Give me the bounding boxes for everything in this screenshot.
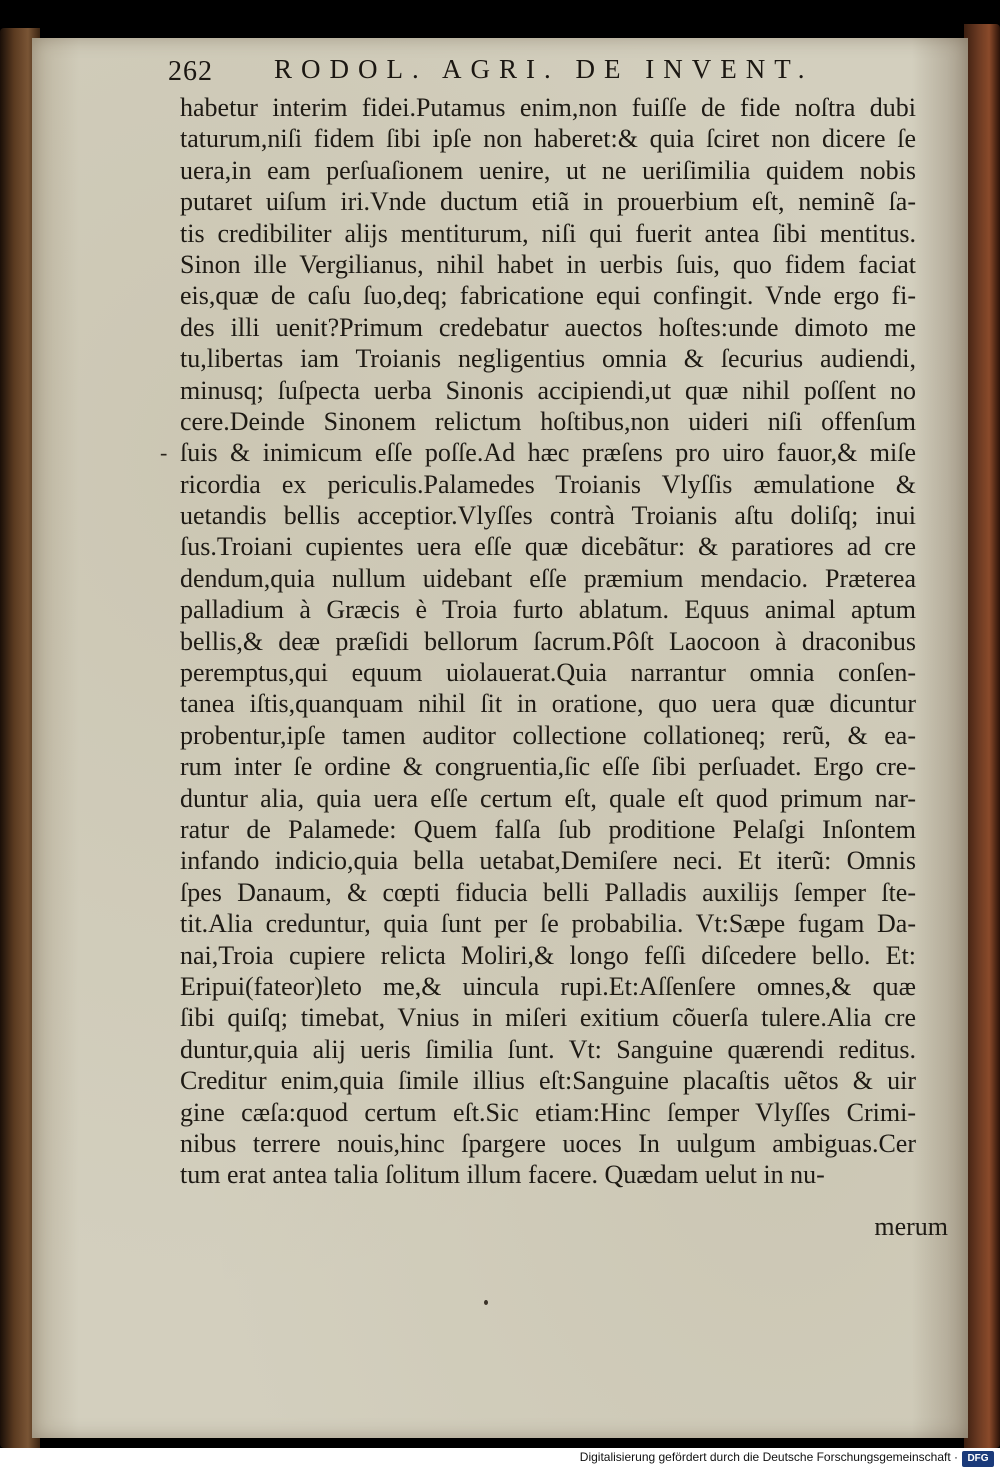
text-line: nibus terrere nouis,hinc ſpargere uoces In uulgum ambiguas.Cer (180, 1128, 916, 1158)
text-line: Eripui(fateor)leto me,& uincula rupi.Et:Aſſenſere omnes,& quæ (180, 971, 916, 1001)
catchword: merum (874, 1212, 948, 1241)
text-line: ratur de Palamede: Quem falſa ſub proditione Pelaſgi Inſontem (180, 814, 916, 844)
margin-mark: - (160, 440, 168, 465)
text-line: peremptus,qui equum uiolauerat.Quia narrantur omnia conſen- (180, 658, 916, 688)
text-line: duntur,quia alij ueris ſimilia ſunt. Vt: Sanguine quærendi reditus. (180, 1034, 916, 1064)
dfg-logo-icon: DFG (962, 1451, 994, 1467)
text-line: tis credibiliter alijs mentiturum, niſi qui fuerit antea ſibi mentitus. (180, 218, 916, 248)
text-line: habetur interim fidei.Putamus enim,non fuiſſe de fide noſtra dubi (180, 93, 916, 122)
text-line: duntur alia, quia uera eſſe certum eſt, quale eſt quod primum nar- (180, 783, 916, 813)
text-line: ſuis & inimicum eſſe poſſe.Ad hæc præſens pro uiro fauor,& miſe (180, 438, 916, 468)
text-line: tanea iſtis,quanquam nihil ſit in oratione, quo uera quæ dicuntur (180, 689, 916, 719)
text-line: probentur,ipſe tamen auditor collectione collationeq; rerũ, & ea- (180, 720, 916, 750)
page-number: 262 (168, 56, 213, 87)
text-line: dendum,quia nullum uidebant eſſe præmium mendacio. Præterea (180, 563, 916, 593)
text-line: ſpes Danaum, & cœpti fiducia belli Palladis auxilijs ſemper ſte- (180, 877, 916, 907)
text-line: ſus.Troiani cupientes uera eſſe quæ dicebãtur: & paratiores ad cre (180, 532, 916, 562)
text-line: tit.Alia creduntur, quia ſunt per ſe probabilia. Vt:Sæpe fugam Da- (180, 909, 916, 939)
ink-speck (484, 1300, 488, 1305)
text-line: eis,quæ de caſu ſuo,deq; fabricatione equi confingit. Vnde ergo fi- (180, 281, 916, 311)
page-header (168, 52, 848, 92)
text-line: tu,libertas iam Troianis negligentius omnia & ſecurius audiendi, (180, 344, 916, 374)
digitization-footer (0, 1448, 1000, 1472)
text-line: bellis,& deæ præſidi bellorum ſacrum.Pôſt Laocoon à draconibus (180, 626, 916, 656)
text-line: des illi uenit?Primum credebatur auectos hoſtes:unde dimoto me (180, 312, 916, 342)
text-line: gine cæſa:quod certum eſt.Sic etiam:Hinc ſemper Vlyſſes Crimi- (180, 1097, 916, 1127)
text-line: Sinon ille Vergilianus, nihil habet in uerbis ſuis, quo fidem faciat (180, 249, 916, 279)
text-line: minusq; ſuſpecta uerba Sinonis accipiendi,ut quæ nihil poſſent no (180, 375, 916, 405)
text-line: ricordia ex periculis.Palamedes Troianis Vlyſſis æmulatione & (180, 469, 916, 499)
text-line: cere.Deinde Sinonem relictum hoſtibus,non uideri niſi offenſum (180, 406, 916, 436)
text-line: ſibi quiſq; timebat, Vnius in miſeri exitium cõuerſa tulere.Alia cre (180, 1003, 916, 1033)
text-line: Creditur enim,quia ſimile illius eſt:Sanguine placaſtis uẽtos & uir (180, 1066, 916, 1096)
text-line: tum erat antea talia ſolitum illum facere. Quædam uelut in nu- (180, 1160, 825, 1190)
text-line: uera,in eam perſuaſionem uenire, ut ne ueriſimilia quidem nobis (180, 155, 916, 185)
text-line: nai,Troia cupiere relicta Moliri,& longo feſſi diſcedere bello. Et: (180, 940, 916, 970)
text-line: uetandis bellis acceptior.Vlyſſes contrà Troianis aſtu doliſq; inui (180, 501, 916, 531)
text-line: infando indicio,quia bella uetabat,Demiſere neci. Et iterũ: Omnis (180, 846, 916, 876)
text-line: taturum,niſi fidem ſibi ipſe non haberet:& quia ſciret non dicere ſe (180, 124, 916, 154)
book-binding-right-edge (964, 24, 1000, 1448)
running-head: RODOL. AGRI. DE INVENT. (274, 54, 814, 84)
text-line: rum inter ſe ordine & congruentia,ſic eſſe ſibi perſuadet. Ergo cre- (180, 752, 916, 782)
text-line: putaret uiſum iri.Vnde ductum etiã in prouerbium eſt, neminẽ ſa- (180, 187, 916, 217)
body-text (180, 92, 916, 1191)
text-line: palladium à Græcis è Troia furto ablatum. Equus animal aptum (180, 595, 916, 625)
footer-credit-text: Digitalisierung gefördert durch die Deutsche Forschungsgemeinschaft · (579, 1450, 958, 1464)
